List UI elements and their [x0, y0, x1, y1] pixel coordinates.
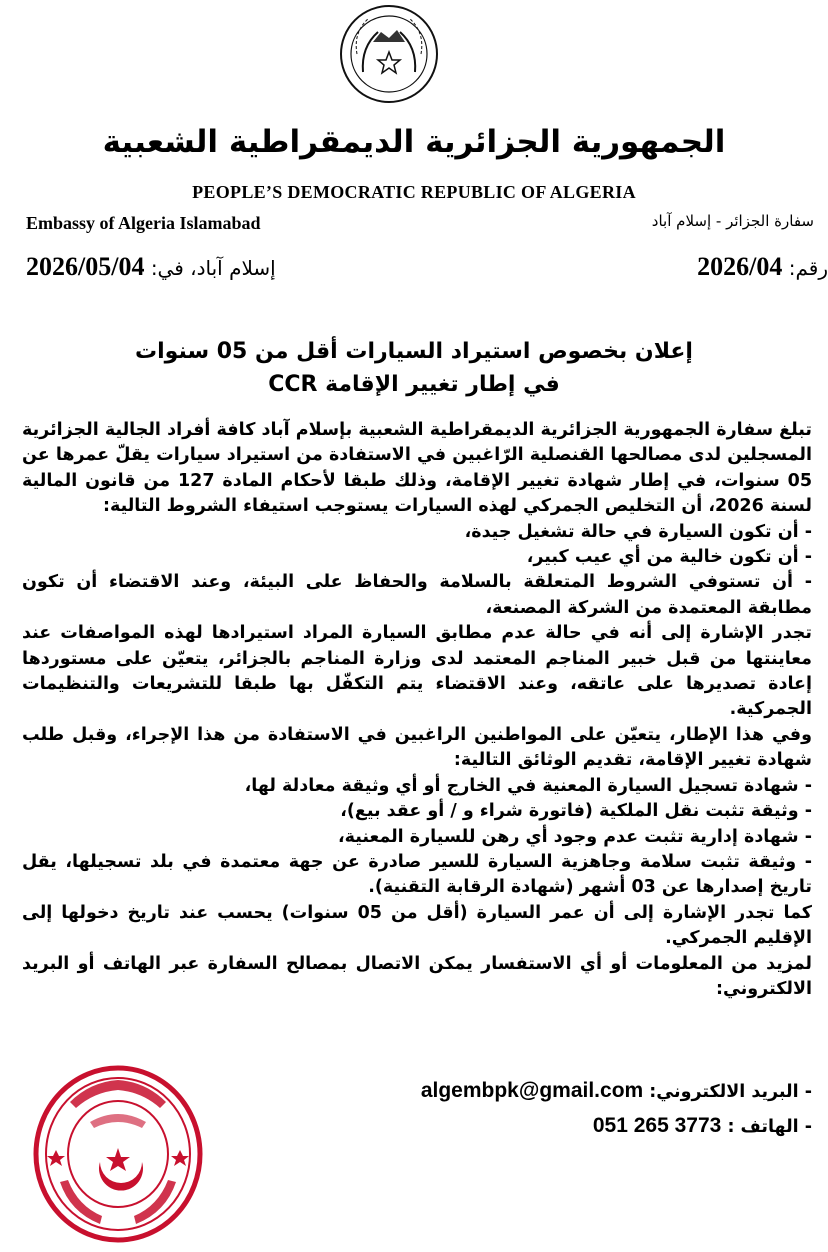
contact-intro: لمزيد من المعلومات أو أي الاستفسار يمكن الاتصال بمصالح السفارة عبر الهاتف أو البريد الالكتروني:	[22, 953, 812, 999]
phone-number[interactable]: 051 265 3773	[592, 1114, 722, 1137]
heading-line-1: إعلان بخصوص استيراد السيارات أقل من 05 سنوات	[135, 339, 693, 364]
document-item: - شهادة إدارية تثبت عدم وجود أي رهن للسيارة المعنية،	[22, 825, 812, 850]
condition-item: - أن تستوفي الشروط المتعلقة بالسلامة والحفاظ على البيئة، وعند الاقتضاء أن تكون مطابقة المعتمدة من الشركة المصنعة،	[22, 570, 812, 621]
documents-intro: وفي هذا الإطار، يتعيّن على المواطنين الراغبين في الاستفادة من هذا الإجراء، وقبل طلب شهادة تغيير الإقامة، تقديم الوثائق التالية:	[22, 724, 812, 771]
condition-item: - أن تكون خالية من أي عيب كبير،	[22, 545, 812, 570]
conformity-note: تجدر الإشارة إلى أنه في حالة عدم مطابق السيارة المراد استيرادها لهذه المواصفات عند معاينتها من قبل خبير المناجم المعتمد لدى وزارة المناجم بالجزائر، يتعيّن على مستوردها إعادة تصديرها على عاتقه، وعند الاقتضاء يتم التكفّل بها طبقا للتشريعات والتنظيمات الجمركية.	[22, 623, 812, 720]
reference-number	[697, 252, 828, 282]
email-address[interactable]: algembpk@gmail.com	[420, 1079, 644, 1102]
vehicle-age-note: كما تجدر الإشارة إلى أن عمر السيارة (أقل من 05 سنوات) يحسب عند تاريخ دخولها إلى الإقليم الجمركي.	[22, 902, 812, 949]
country-title-english: PEOPLE’S DEMOCRATIC REPUBLIC OF ALGERIA	[192, 182, 636, 202]
announcement-body	[22, 418, 812, 1002]
reference-label: رقم:	[788, 256, 828, 280]
embassy-stamp	[30, 1062, 206, 1246]
reference-value: 2026/04	[697, 252, 783, 281]
phone-label: الهاتف :	[727, 1117, 799, 1137]
document-date	[26, 252, 276, 282]
email-label: البريد الالكتروني:	[649, 1082, 799, 1102]
algeria-emblem-seal	[333, 2, 445, 106]
date-label: إسلام آباد، في:	[150, 256, 276, 280]
country-title-arabic: الجمهورية الجزائرية الديمقراطية الشعبية	[102, 124, 726, 160]
email-line: - البريد الالكتروني: algembpk@gmail.com	[420, 1079, 812, 1102]
date-value: 2026/05/04	[26, 252, 145, 281]
phone-line: - الهاتف : 051 265 3773	[592, 1114, 812, 1137]
heading-line-2: في إطار تغيير الإقامة CCR	[268, 372, 560, 397]
document-item: - شهادة تسجيل السيارة المعنية في الخارج أو أي وثيقة معادلة لها،	[22, 774, 812, 799]
embassy-name-english: Embassy of Algeria Islamabad	[26, 213, 261, 233]
document-item: - وثيقة تثبت سلامة وجاهزية السيارة للسير صادرة عن جهة معتمدة في بلد تسجيلها، يقل تاريخ إصدارها عن 03 أشهر (شهادة الرقابة التقنية).	[22, 850, 812, 901]
document-item: - وثيقة تثبت نقل الملكية (فاتورة شراء و / أو عقد بيع)،	[22, 799, 812, 824]
embassy-name-arabic: سفارة الجزائر - إسلام آباد	[651, 212, 814, 230]
intro-paragraph: تبلغ سفارة الجمهورية الجزائرية الديمقراطية الشعبية بإسلام آباد كافة أفراد الجالية الجزائرية المسجلين لدى مصالحها القنصلية الرّاغبين في الاستفادة من استيراد سيارات يقلّ عمرها عن 05 سنوات، في إطار شهادة تغيير الإقامة، وذلك طبقا لأحكام المادة 127 من قانون المالية لسنة 2026، أن التخليص الجمركي لهذه السيارات يستوجب استيفاء الشروط التالية:	[22, 420, 812, 517]
announcement-heading	[0, 335, 828, 401]
condition-item: - أن تكون السيارة في حالة تشغيل جيدة،	[22, 520, 812, 545]
contact-details	[421, 1074, 812, 1144]
